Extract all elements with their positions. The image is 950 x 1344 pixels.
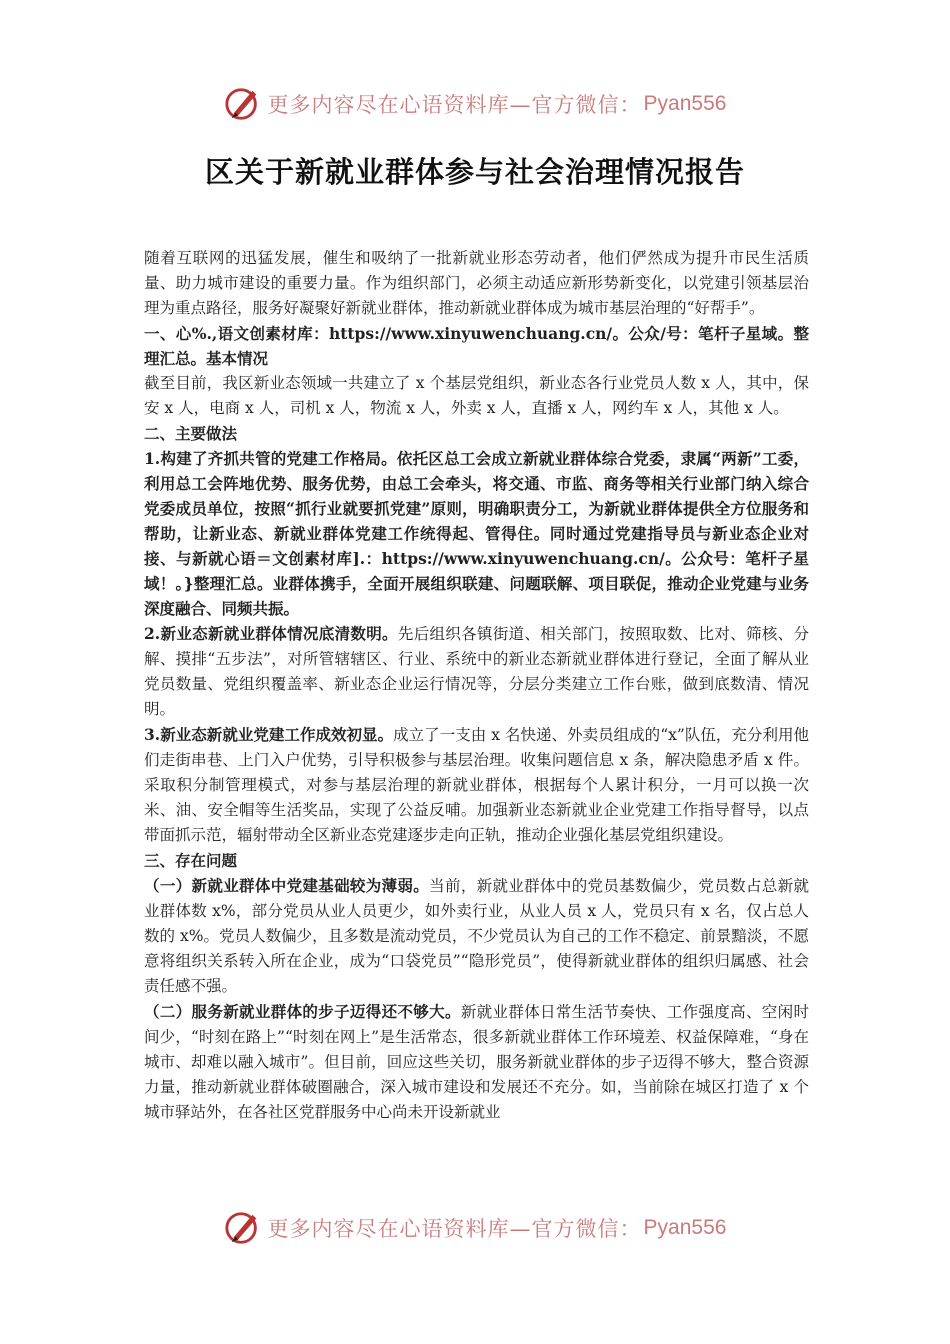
pen-logo-icon [224,85,262,123]
lead-text: （一）新就业群体中党建基础较为薄弱。 [144,876,430,895]
watermark-banner-top [0,82,950,126]
banner-wechat-id: Pyan556 [643,92,727,115]
banner-text: 更多内容尽在心语资料库—官方微信： [267,1217,642,1241]
paragraph-intro: 随着互联网的迅猛发展，催生和吸纳了一批新就业形态劳动者，他们俨然成为提升市民生活质量、助力城市建设的重要力量。作为组织部门，必须主动适应新形势新变化，以党建引领基层治理为重点路径，服务好凝聚好新就业群体，推动新就业群体成为城市基层治理的“好帮手”。 [144,249,809,317]
paragraph-practice-2 [144,621,809,722]
paragraph-basic-status: 截至目前，我区新业态领域一共建立了 x 个基层党组织，新业态各行业党员人数 x 人，其中，保安 x 人，电商 x 人，司机 x 人，物流 x 人，外卖 x 人，直播 x 人，网约车 x 人，其他 x 人。 [144,374,809,417]
banner-wechat-id: Pyan556 [643,1216,727,1239]
page-title: 区关于新就业群体参与社会治理情况报告 [204,155,745,189]
body-text: 成立了一支由 x 名快递、外卖员组成的“x”队伍，充分利用他们走街串巷、上门入户优势，引导积极参与基层治理。收集问题信息 x 条，解决隐患矛盾 x 件。采取积分制管理模式，对参与基层治理的新就业群体，根据每个人累计积分，一月可以换一次米、油、安全帽等生活奖品，实现了公益反哺。加强新业态新就业企业党建工作指导督导，以点带面抓示范，辐射带动全区新业态党建逐步走向正轨，推动企业强化基层党组织建设。 [144,726,810,844]
document-body [144,246,809,1125]
body-text: 当前，新就业群体中的党员基数偏少，党员数占总新就业群体数 x%，部分党员从业人员更少，如外卖行业，从业人员 x 人，党员只有 x 名，仅占总人数的 x%。党员人数偏少，且多数是流动党员，不少党员认为自己的工作不稳定、前景黯淡，不愿意将组织关系转入所在企业，成为“口袋党员”“隐形党员”，使得新就业群体的组织归属感、社会责任感不强。 [144,877,809,995]
lead-text: （二）服务新就业群体的步子迈得还不够大。 [144,1002,461,1021]
banner-text: 更多内容尽在心语资料库—官方微信： [267,93,642,117]
body-text: 先后组织各镇街道、相关部门，按照取数、比对、筛核、分解、摸排“五步法”，对所管辖辖区、行业、系统中的新业态新就业群体进行登记，全面了解从业党员数量、党组织覆盖率、新业态企业运行情况等，分层分类建立工作台账，做到底数清、情况明。 [144,625,809,718]
paragraph-practice-3 [144,722,809,848]
paragraph-practice-1: 1.构建了齐抓共管的党建工作格局。依托区总工会成立新就业群体综合党委，隶属“两新”工委，利用总工会阵地优势、服务优势，由总工会牵头，将交通、市监、商务等相关行业部门纳入综合党委成员单位，按照“抓行业就要抓党建”原则，明确职责分工，为新就业群体提供全方位服务和帮助，让新业态、新就业群体党建工作统得起、管得住。同时通过党建指导员与新业态企业对接、与新就心语＝文创素材库].：https://www.xinyuwenchuang.cn/。公众号：笔杆子星域！。}整理汇总。业群体携手，全面开展组织联建、问题联解、项目联促，推动企业党建与业务深度融合、同频共振。 [144,449,809,618]
watermark-banner-bottom [0,1206,950,1250]
lead-text: 3.新业态新就业党建工作成效初显。 [144,725,394,744]
section-heading-1: 一、心%.,语文创素材库：https://www.xinyuwenchuang.cn/。公众/号：笔杆子星域。整理汇总。基本情况 [144,324,809,368]
body-text: 新就业群体日常生活节奏快、工作强度高、空闲时间少，“时刻在路上”“时刻在网上”是生活常态，很多新就业群体工作环境差、权益保障难，“身在城市、却难以融入城市”。但目前，回应这些关切，服务新就业群体的步子迈得不够大，整合资源力量，推动新就业群体破圈融合，深入城市建设和发展还不充分。如，当前除在城区打造了 x 个城市驿站外，在各社区党群服务中心尚未开设新就业 [144,1003,809,1121]
section-heading-3: 三、存在问题 [144,851,238,870]
pen-logo-icon [224,1209,262,1247]
paragraph-problem-2 [144,999,809,1125]
paragraph-problem-1 [144,873,809,999]
lead-text: 2.新业态新就业群体情况底清数明。 [144,624,398,643]
section-heading-2: 二、主要做法 [144,424,238,443]
